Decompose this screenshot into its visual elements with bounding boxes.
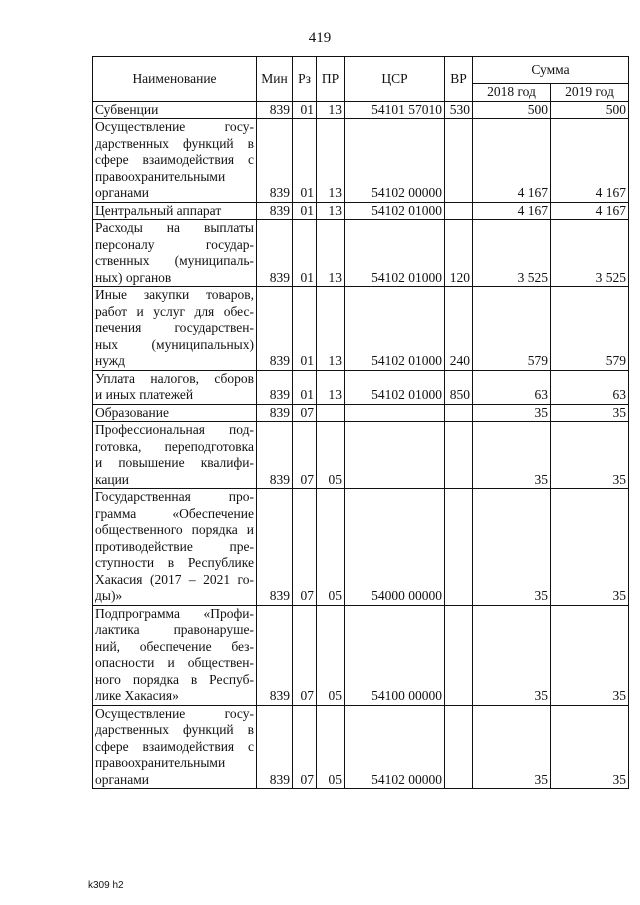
cell-csr: 54100 00000 (345, 605, 445, 705)
header-sum: Сумма (473, 57, 629, 84)
cell-name-line: готовка, переподготовка (95, 438, 254, 454)
cell-rz: 01 (293, 287, 317, 371)
cell-name-line: опасности и обществен- (95, 655, 254, 670)
cell-sum-2019: 4 167 (551, 202, 629, 220)
cell-sum-2019: 579 (551, 287, 629, 371)
cell-name (93, 220, 257, 287)
cell-name-line: ственных (муниципаль- (95, 253, 254, 268)
cell-name-line: Субвенции (95, 101, 159, 117)
cell-csr: 54102 00000 (345, 119, 445, 203)
cell-rz: 07 (293, 422, 317, 489)
cell-name-line: ступности в Республике (95, 555, 254, 570)
cell-csr (345, 422, 445, 489)
table-row (93, 605, 629, 705)
cell-name-line: ных) органов (95, 269, 172, 285)
cell-pr: 05 (317, 605, 345, 705)
cell-sum-2019: 35 (551, 705, 629, 789)
cell-pr: 13 (317, 287, 345, 371)
cell-rz: 01 (293, 101, 317, 119)
cell-vr: 120 (445, 220, 473, 287)
cell-vr: 850 (445, 370, 473, 404)
cell-min: 839 (257, 101, 293, 119)
cell-min: 839 (257, 705, 293, 789)
cell-rz: 07 (293, 404, 317, 422)
page-edge-mark (632, 80, 640, 90)
cell-sum-2018: 63 (473, 370, 551, 404)
cell-name-line: дарственных функций в (95, 135, 254, 151)
cell-min: 839 (257, 370, 293, 404)
cell-csr: 54000 00000 (345, 489, 445, 606)
cell-min: 839 (257, 489, 293, 606)
cell-name-line: кации (95, 471, 130, 487)
cell-name-line: печения государствен- (95, 320, 254, 335)
header-vr: ВР (445, 57, 473, 102)
cell-csr: 54101 57010 (345, 101, 445, 119)
header-name: Наименование (93, 57, 257, 102)
cell-csr: 54102 00000 (345, 705, 445, 789)
cell-name-line: ного порядка в Респуб- (95, 671, 254, 687)
cell-vr (445, 119, 473, 203)
cell-name-line: и повышение квалифи- (95, 455, 254, 470)
cell-min: 839 (257, 404, 293, 422)
table-row (93, 422, 629, 489)
cell-csr (345, 404, 445, 422)
cell-sum-2018: 35 (473, 705, 551, 789)
cell-min: 839 (257, 119, 293, 203)
cell-sum-2018: 500 (473, 101, 551, 119)
cell-name-line: персоналу государ- (95, 236, 254, 252)
table-body (93, 101, 629, 789)
cell-name-line: Иные закупки товаров, (95, 287, 254, 302)
cell-rz: 01 (293, 202, 317, 220)
footer-code: k309 h2 (88, 880, 124, 891)
cell-name (93, 489, 257, 606)
cell-pr: 13 (317, 370, 345, 404)
cell-pr: 13 (317, 220, 345, 287)
cell-name-line: ний, обеспечение без- (95, 638, 254, 654)
cell-rz: 07 (293, 705, 317, 789)
header-year-2018: 2018 год (473, 84, 551, 102)
cell-sum-2018: 579 (473, 287, 551, 371)
cell-name-line: Профессиональная под- (95, 422, 254, 437)
cell-sum-2018: 35 (473, 404, 551, 422)
cell-name (93, 287, 257, 371)
cell-sum-2019: 4 167 (551, 119, 629, 203)
cell-name-line: правоохранительными (95, 168, 226, 184)
cell-sum-2019: 500 (551, 101, 629, 119)
cell-name-line: Хакасия (2017 – 2021 го- (95, 571, 254, 587)
cell-sum-2019: 35 (551, 404, 629, 422)
cell-name-line: лактика правонаруше- (95, 622, 254, 637)
cell-sum-2019: 3 525 (551, 220, 629, 287)
table-row (93, 220, 629, 287)
cell-name-line: Подпрограмма «Профи- (95, 605, 254, 621)
header-pr: ПР (317, 57, 345, 102)
cell-pr: 13 (317, 119, 345, 203)
cell-csr: 54102 01000 (345, 220, 445, 287)
header-csr: ЦСР (345, 57, 445, 102)
cell-name (93, 202, 257, 220)
cell-name-line: органами (95, 185, 150, 200)
cell-name (93, 705, 257, 789)
table-row (93, 202, 629, 220)
cell-sum-2018: 35 (473, 422, 551, 489)
cell-min: 839 (257, 287, 293, 371)
cell-name-line: ды)» (95, 588, 123, 603)
header-year-2019: 2019 год (551, 84, 629, 102)
cell-name-line: Образование (95, 404, 169, 420)
cell-csr: 54102 01000 (345, 202, 445, 220)
cell-name-line: Государственная про- (95, 489, 254, 504)
budget-table (92, 56, 629, 789)
cell-name-line: Расходы на выплаты (95, 220, 254, 235)
cell-csr: 54102 01000 (345, 287, 445, 371)
cell-sum-2018: 4 167 (473, 119, 551, 203)
cell-vr (445, 605, 473, 705)
cell-rz: 01 (293, 119, 317, 203)
cell-name-line: сфере взаимодействия с (95, 152, 254, 167)
cell-sum-2018: 35 (473, 605, 551, 705)
cell-sum-2018: 4 167 (473, 202, 551, 220)
cell-vr (445, 705, 473, 789)
table-row (93, 370, 629, 404)
cell-name-line: работ и услуг для обес- (95, 303, 254, 319)
cell-pr: 13 (317, 202, 345, 220)
cell-name-line: ных (муниципальных) (95, 336, 254, 352)
cell-rz: 07 (293, 605, 317, 705)
table-row (93, 489, 629, 606)
cell-vr (445, 404, 473, 422)
cell-sum-2018: 35 (473, 489, 551, 606)
cell-name-line: дарственных функций в (95, 722, 254, 737)
cell-name (93, 370, 257, 404)
table-row (93, 119, 629, 203)
table-row (93, 705, 629, 789)
cell-name-line: Центральный аппарат (95, 202, 222, 218)
table-row (93, 287, 629, 371)
cell-name (93, 404, 257, 422)
cell-pr: 05 (317, 489, 345, 606)
cell-name-line: Уплата налогов, сборов (95, 370, 254, 386)
header-min: Мин (257, 57, 293, 102)
cell-name (93, 101, 257, 119)
cell-pr (317, 404, 345, 422)
cell-sum-2019: 35 (551, 489, 629, 606)
cell-name-line: общественного порядка и (95, 522, 254, 537)
cell-name-line: сфере взаимодействия с (95, 738, 254, 754)
cell-sum-2019: 35 (551, 605, 629, 705)
cell-vr (445, 202, 473, 220)
cell-rz: 01 (293, 220, 317, 287)
cell-rz: 07 (293, 489, 317, 606)
cell-name (93, 605, 257, 705)
page-number: 419 (308, 30, 332, 46)
cell-min: 839 (257, 220, 293, 287)
cell-name (93, 119, 257, 203)
cell-min: 839 (257, 605, 293, 705)
cell-name-line: Осуществление госу- (95, 705, 254, 721)
cell-rz: 01 (293, 370, 317, 404)
table-row (93, 404, 629, 422)
cell-name-line: и иных платежей (95, 387, 194, 402)
cell-name-line: противодействие пре- (95, 538, 254, 554)
cell-pr: 13 (317, 101, 345, 119)
cell-name-line: нужд (95, 353, 125, 368)
cell-vr (445, 422, 473, 489)
cell-name-line: Осуществление госу- (95, 119, 254, 134)
cell-min: 839 (257, 202, 293, 220)
cell-vr: 530 (445, 101, 473, 119)
cell-pr: 05 (317, 705, 345, 789)
cell-min: 839 (257, 422, 293, 489)
table-row (93, 101, 629, 119)
cell-vr (445, 489, 473, 606)
cell-name-line: правоохранительными (95, 755, 226, 770)
cell-sum-2018: 3 525 (473, 220, 551, 287)
cell-name (93, 422, 257, 489)
cell-name-line: грамма «Обеспечение (95, 505, 254, 521)
cell-name-line: лике Хакасия» (95, 688, 179, 703)
cell-name-line: органами (95, 771, 150, 787)
cell-pr: 05 (317, 422, 345, 489)
header-rz: Рз (293, 57, 317, 102)
cell-vr: 240 (445, 287, 473, 371)
cell-sum-2019: 63 (551, 370, 629, 404)
cell-sum-2019: 35 (551, 422, 629, 489)
cell-csr: 54102 01000 (345, 370, 445, 404)
